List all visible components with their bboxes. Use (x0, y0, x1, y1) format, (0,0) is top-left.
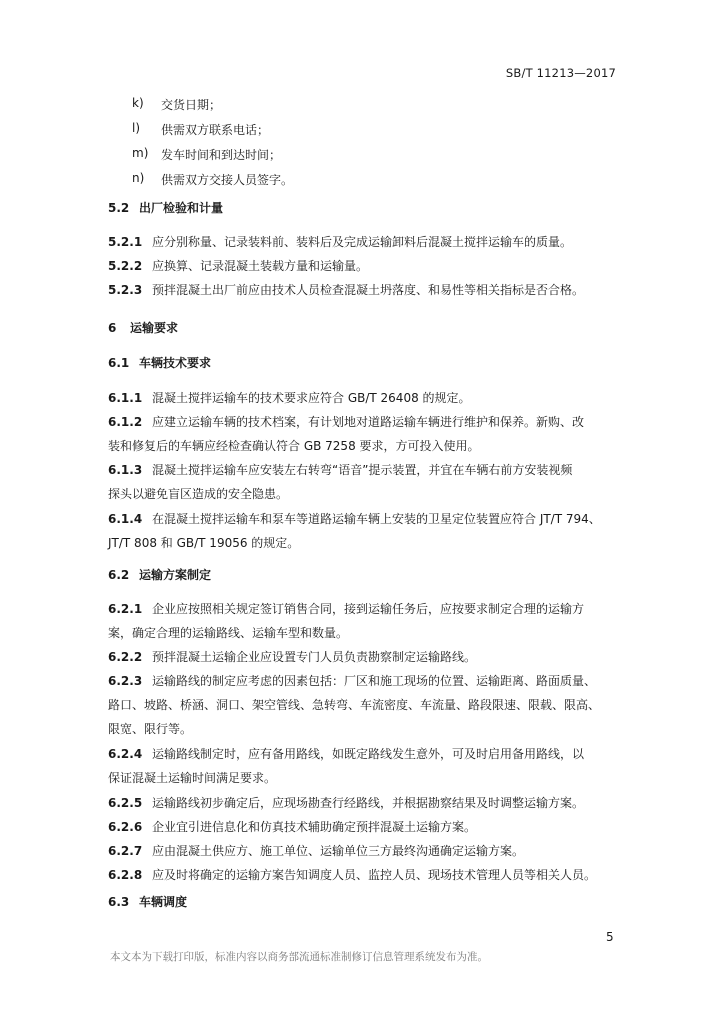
clause-number: 6.1.4 (108, 512, 143, 526)
clause (108, 510, 601, 527)
clause-text: 企业应按照相关规定签订销售合同，接到运输任务后，应按要求制定合理的运输方 (152, 602, 585, 616)
section-number: 6.2 (108, 568, 130, 582)
clause (108, 461, 572, 478)
clause-continuation: 限宽、限行等。 (108, 722, 193, 736)
clause-continuation: 保证混凝土运输时间满足要求。 (108, 771, 277, 785)
clause (108, 281, 584, 298)
section-number: 5.2 (108, 201, 130, 215)
clause-number: 6.1.3 (108, 463, 143, 477)
clause-text: 应建立运输车辆的技术档案，有计划地对道路运输车辆进行维护和保养。新购、改 (152, 415, 585, 429)
clause-continuation: 探头以避免盲区造成的安全隐患。 (108, 487, 289, 501)
clause-text: 应换算、记录混凝土装载方量和运输量。 (152, 259, 369, 273)
list-item: 发车时间和到达时间； (161, 148, 282, 162)
chapter-number: 6 (108, 321, 117, 335)
section-title: 车辆技术要求 (139, 356, 212, 370)
clause-text: 混凝土搅拌运输车的技术要求应符合 GB/T 26408 的规定。 (152, 391, 471, 405)
clause-text: 应由混凝土供应方、施工单位、运输单位三方最终沟通确定运输方案。 (152, 844, 525, 858)
clause-number: 6.2.7 (108, 844, 143, 858)
clause-text: 运输路线初步确定后，应现场勘查行经路线，并根据勘察结果及时调整运输方案。 (152, 796, 585, 810)
section-number: 6.1 (108, 356, 130, 370)
clause-continuation: 装和修复后的车辆应经检查确认符合 GB 7258 要求，方可投入使用。 (108, 439, 480, 453)
clause-number: 6.2.5 (108, 796, 143, 810)
list-label: n) (132, 171, 145, 185)
clause (108, 794, 584, 811)
chapter-heading (108, 319, 178, 336)
clause (108, 866, 596, 883)
clause (108, 842, 524, 859)
section-heading (108, 199, 223, 216)
clause (108, 257, 368, 274)
section-title: 运输方案制定 (139, 568, 212, 582)
chapter-title: 运输要求 (130, 321, 179, 335)
clause-number: 5.2.1 (108, 235, 143, 249)
doc-code: SB/T 11213—2017 (505, 66, 616, 80)
clause (108, 818, 476, 835)
clause (108, 413, 584, 430)
clause (108, 648, 476, 665)
clause-text: 混凝土搅拌运输车应安装左右转弯“语音”提示装置，并宜在车辆右前方安装视频 (152, 463, 573, 477)
section-title: 出厂检验和计量 (139, 201, 224, 215)
clause-continuation: JT/T 808 和 GB/T 19056 的规定。 (108, 536, 300, 550)
clause-text: 预拌混凝土运输企业应设置专门人员负责勘察制定运输路线。 (152, 650, 477, 664)
clause-number: 6.2.4 (108, 747, 143, 761)
clause-number: 6.2.1 (108, 602, 143, 616)
clause-number: 6.2.2 (108, 650, 143, 664)
clause (108, 600, 584, 617)
clause-text: 应及时将确定的运输方案告知调度人员、监控人员、现场技术管理人员等相关人员。 (152, 868, 597, 882)
clause (108, 672, 596, 689)
clause-number: 6.1.2 (108, 415, 143, 429)
clause-text: 预拌混凝土出厂前应由技术人员检查混凝土坍落度、和易性等相关指标是否合格。 (152, 283, 585, 297)
clause-text: 运输路线的制定应考虑的因素包括：厂区和施工现场的位置、运输距离、路面质量、 (152, 674, 597, 688)
page-number: 5 (606, 930, 614, 944)
section-heading (108, 354, 211, 371)
clause-number: 6.2.8 (108, 868, 143, 882)
clause-number: 5.2.3 (108, 283, 143, 297)
clause-number: 6.2.6 (108, 820, 143, 834)
list-item: 供需双方联系电话； (161, 123, 270, 137)
clause-continuation: 路口、坡路、桥涵、洞口、架空管线、急转弯、车流密度、车流量、路段限速、限载、限高、 (108, 698, 601, 712)
footer-note: 本文本为下载打印版，标准内容以商务部流通标准制修订信息管理系统发布为准。 (110, 951, 488, 963)
section-number: 6.3 (108, 895, 130, 909)
list-item: 供需双方交接人员签字。 (161, 173, 294, 187)
clause (108, 745, 584, 762)
list-label: m) (132, 146, 149, 160)
list-item: 交货日期； (161, 98, 222, 112)
clause-continuation: 案，确定合理的运输路线、运输车型和数量。 (108, 626, 349, 640)
section-title: 车辆调度 (139, 895, 188, 909)
clause (108, 389, 471, 406)
section-heading (108, 566, 211, 583)
clause-text: 企业宜引进信息化和仿真技术辅助确定预拌混凝土运输方案。 (152, 820, 477, 834)
clause-number: 6.2.3 (108, 674, 143, 688)
clause (108, 233, 572, 250)
list-label: l) (132, 121, 141, 135)
clause-number: 6.1.1 (108, 391, 143, 405)
list-label: k) (132, 96, 144, 110)
clause-text: 应分别称量、记录装料前、装料后及完成运输卸料后混凝土搅拌运输车的质量。 (152, 235, 573, 249)
clause-text: 在混凝土搅拌运输车和泵车等道路运输车辆上安装的卫星定位装置应符合 JT/T 794、 (152, 512, 601, 526)
section-heading (108, 893, 187, 910)
clause-number: 5.2.2 (108, 259, 143, 273)
clause-text: 运输路线制定时，应有备用路线，如既定路线发生意外，可及时启用备用路线，以 (152, 747, 585, 761)
